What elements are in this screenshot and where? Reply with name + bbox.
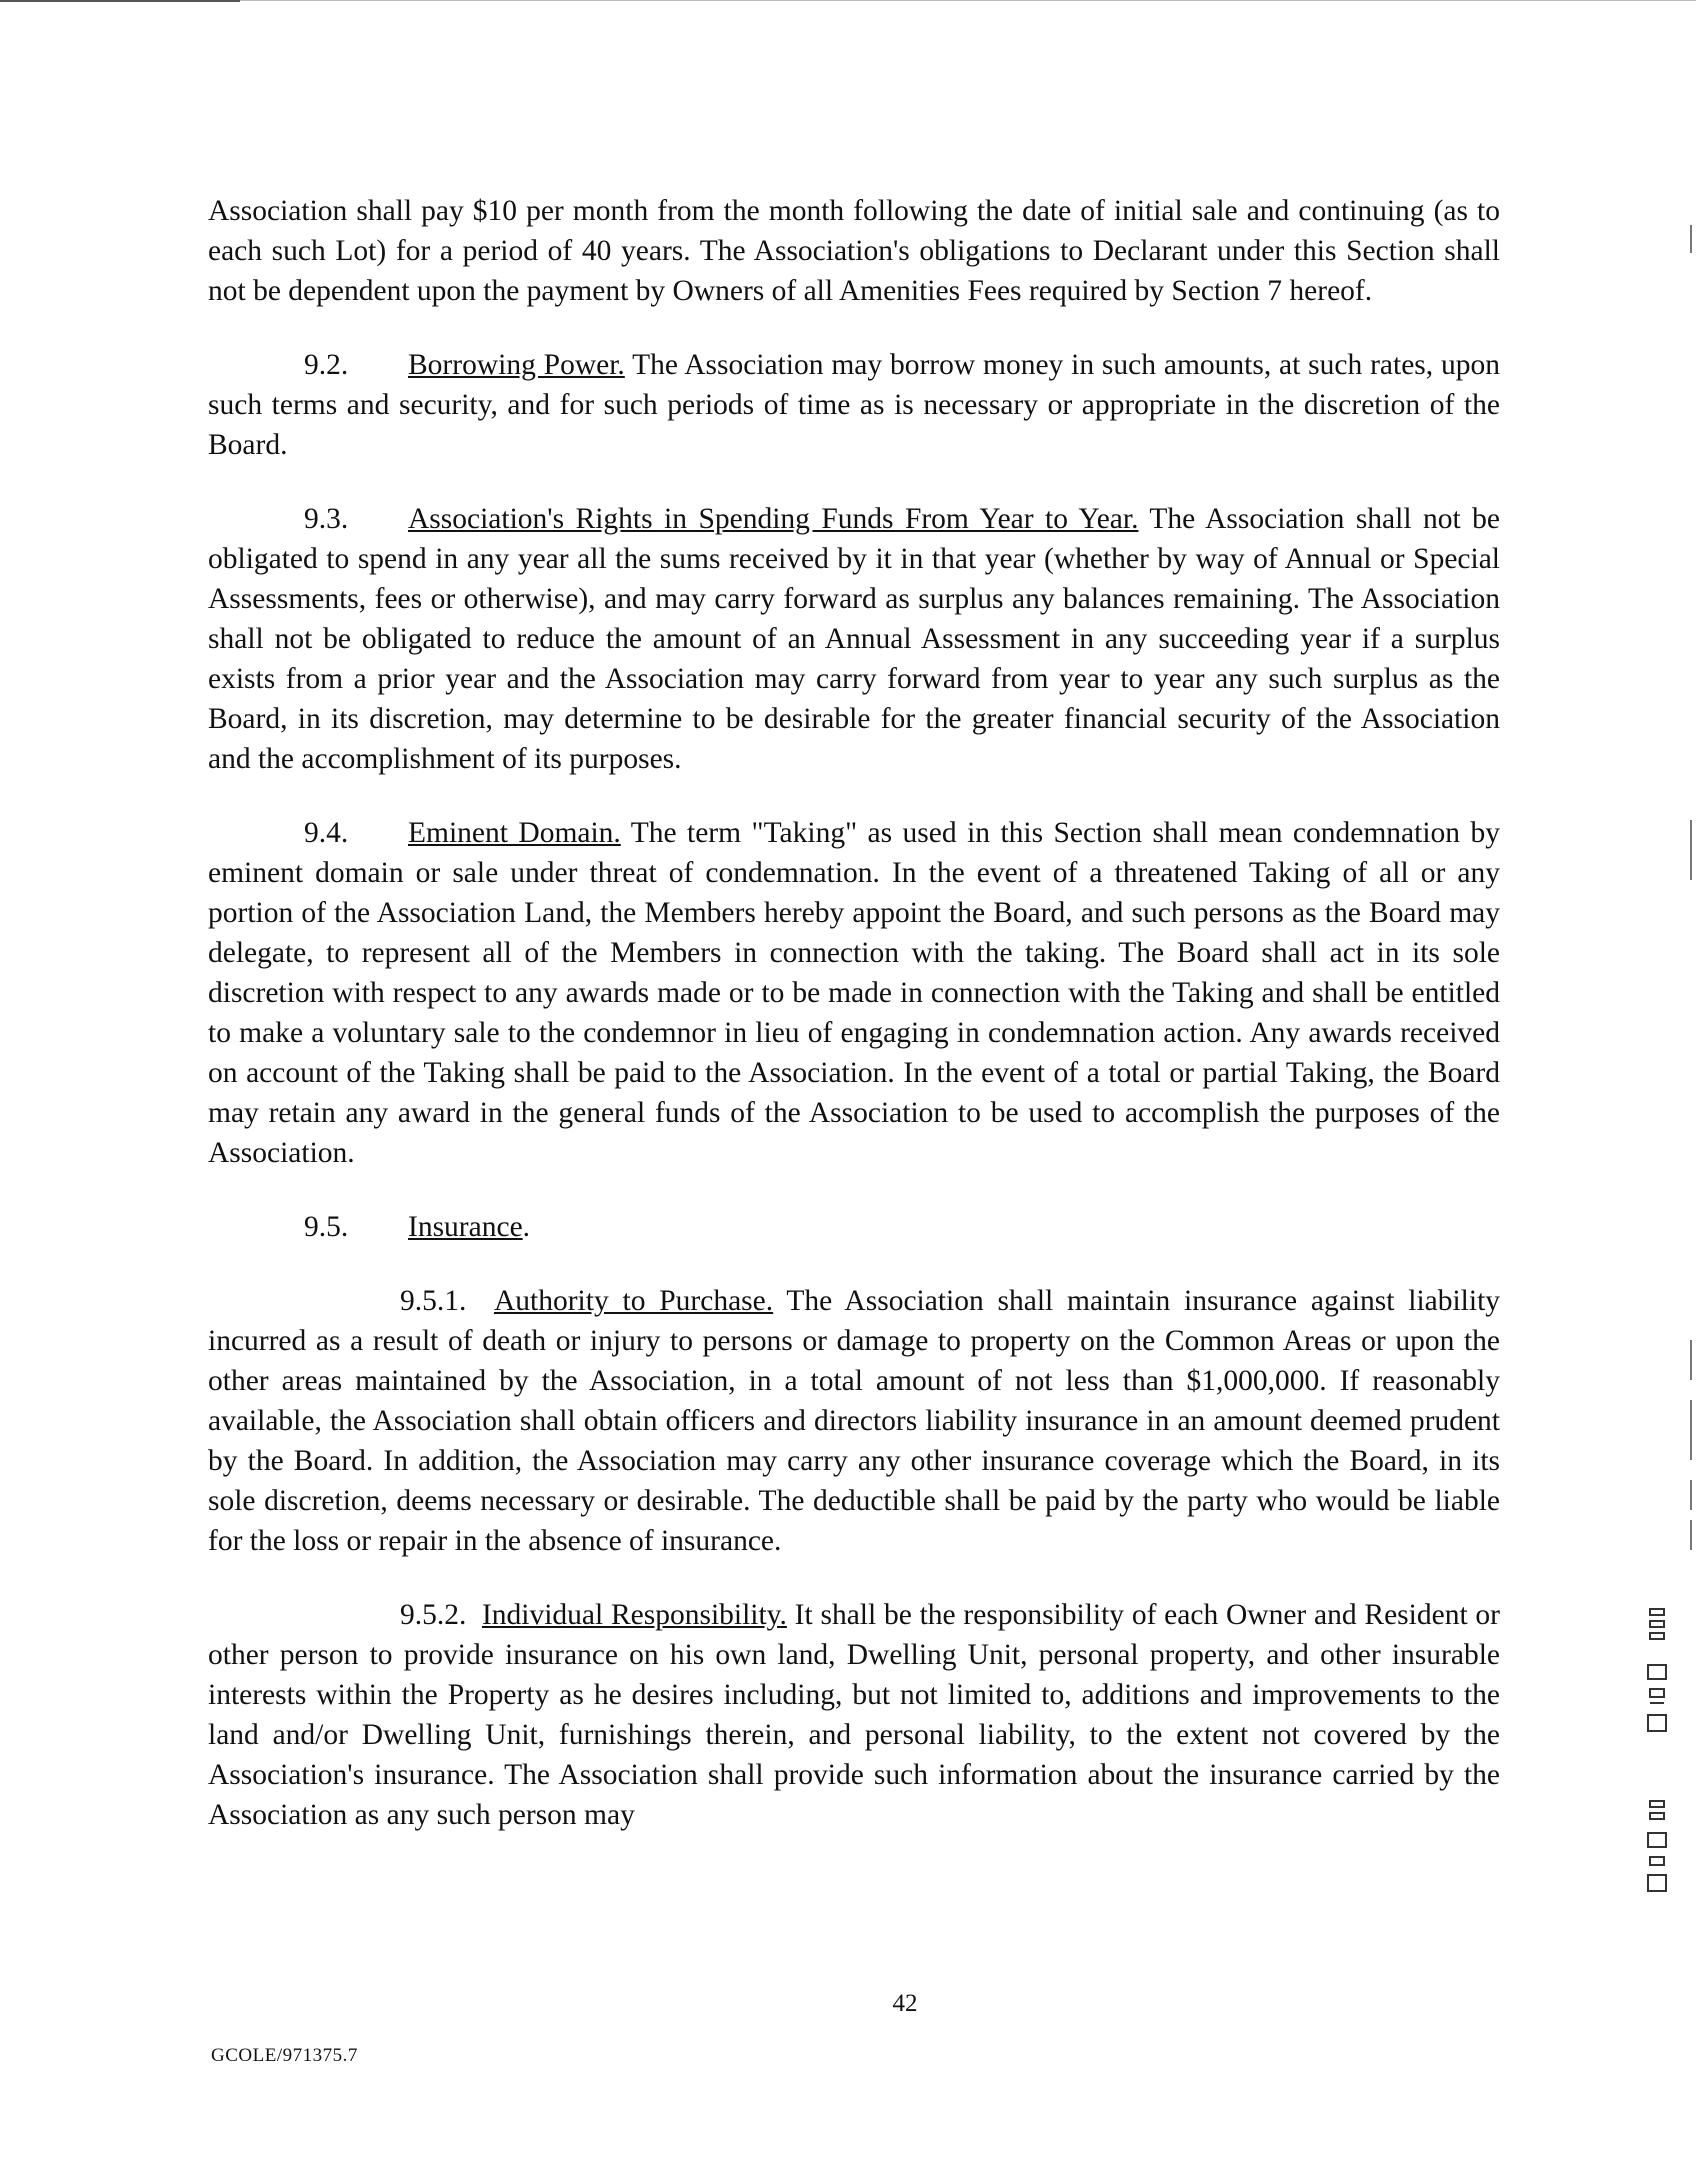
- document-body: [208, 191, 1500, 1869]
- section-heading: Borrowing Power.: [408, 349, 625, 381]
- section-text: It shall be the responsibility of each Owner and Resident or other person to provide insurance on his own land, Dwelling Unit, personal property, and other insurable interests within the Property as he desires including, but not limited to, additions and improvements to the land and/or Dwelling Unit, furnishings therein, and personal liability, to the extent not covered by the Association's insurance. The Association shall provide such information about the insurance carried by the Association as any such person may: [208, 1599, 1500, 1831]
- section-heading: Individual Responsibility.: [481, 1599, 787, 1631]
- section-9-3: [208, 499, 1500, 779]
- section-heading: Eminent Domain.: [408, 817, 621, 849]
- section-heading: Insurance: [408, 1211, 523, 1243]
- top-edge-rule: [240, 0, 1696, 1]
- section-text: The term "Taking" as used in this Section shall mean condemnation by eminent domain or sale under threat of condemnation. In the event of a threatened Taking of all or any portion of the Association Land, the Members hereby appoint the Board, and such persons as the Board may delegate, to represent all of the Members in connection with the taking. The Board shall act in its sole discretion with respect to any awards made or to be made in connection with the Taking and shall be entitled to make a voluntary sale to the condemnor in lieu of engaging in condemnation action. Any awards received on account of the Taking shall be paid to the Association. In the event of a total or partial Taking, the Board may retain any award in the general funds of the Association to be used to accomplish the purposes of the Association.: [208, 817, 1500, 1169]
- top-edge-mark: [0, 0, 240, 2]
- section-number: 9.2.: [304, 349, 349, 381]
- section-number: 9.5.2.: [400, 1599, 467, 1631]
- paragraph-continuation: Association shall pay $10 per month from the month following the date of initial sale and continuing (as to each such Lot) for a period of 40 years. The Association's obligations to Declarant under this Section shall not be dependent upon the payment by Owners of all Amenities Fees required by Section 7 hereof.: [208, 195, 1500, 307]
- section-9-5-1: [208, 1281, 1500, 1561]
- section-9-5-2: [208, 1595, 1500, 1835]
- right-edge-scan-marks: [1690, 0, 1696, 2165]
- section-9-4: [208, 813, 1500, 1173]
- margin-bates-stamp-graphic: [1640, 1605, 1676, 1945]
- section-text: The Association shall not be obligated to spend in any year all the sums received by it in that year (whether by way of Annual or Special Assessments, fees or otherwise), and may carry forward as surplus any balances remaining. The Association shall not be obligated to reduce the amount of an Annual Assessment in any succeeding year if a surplus exists from a prior year and the Association may carry forward from year to year any such surplus as the Board, in its discretion, may determine to be desirable for the greater financial security of the Association and the accomplishment of its purposes.: [208, 503, 1500, 775]
- section-heading-suffix: .: [522, 1211, 531, 1243]
- document-id: GCOLE/971375.7: [211, 2045, 358, 2066]
- section-heading: Association's Rights in Spending Funds From Year to Year.: [408, 503, 1139, 535]
- section-number: 9.5.1.: [400, 1285, 467, 1317]
- section-9-2: [208, 345, 1500, 465]
- section-number: 9.3.: [304, 503, 349, 535]
- section-number: 9.4.: [304, 817, 349, 849]
- section-9-5: [208, 1207, 1500, 1247]
- page-number: 42: [892, 1990, 918, 2017]
- section-text: The Association may borrow money in such amounts, at such rates, upon such terms and security, and for such periods of time as is necessary or appropriate in the discretion of the Board.: [208, 349, 1500, 461]
- section-text: The Association shall maintain insurance against liability incurred as a result of death or injury to persons or damage to property on the Common Areas or upon the other areas maintained by the Association, in a total amount of not less than $1,000,000. If reasonably available, the Association shall obtain officers and directors liability insurance in an amount deemed prudent by the Board. In addition, the Association may carry any other insurance coverage which the Board, in its sole discretion, deems necessary or desirable. The deductible shall be paid by the party who would be liable for the loss or repair in the absence of insurance.: [208, 1285, 1501, 1557]
- section-number: 9.5.: [304, 1211, 349, 1243]
- section-heading: Authority to Purchase.: [493, 1285, 774, 1317]
